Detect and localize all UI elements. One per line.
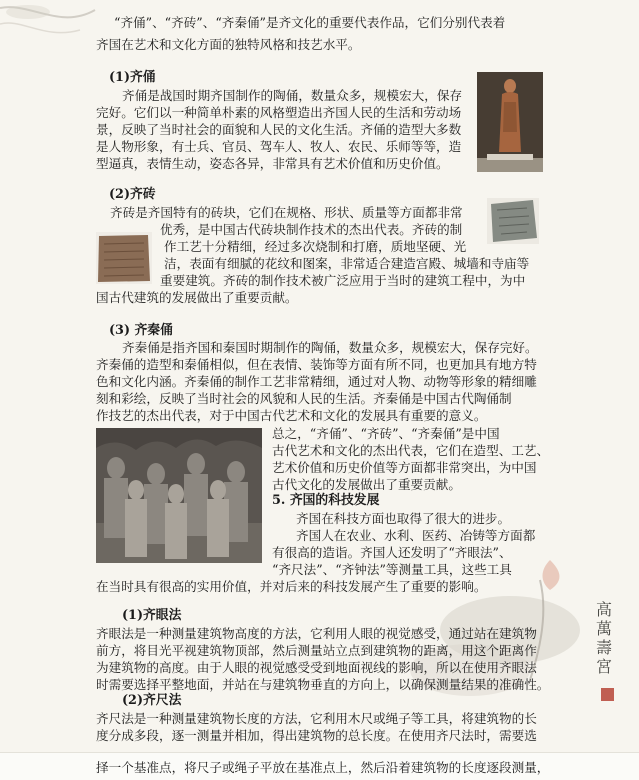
pottery-figurine-photo — [477, 72, 543, 172]
paragraph-line: 完好。它们以一种简单朴素的风格塑造出齐国人民的生活和劳动场 — [96, 105, 462, 120]
paragraph-line: 重要建筑。齐砖的制作技术被广泛应用于当时的建筑工程中，为中 — [160, 273, 526, 288]
section-heading-qiyong: (1)齐俑 — [109, 70, 156, 85]
section-heading-tech: 5. 齐国的科技发展 — [272, 493, 380, 508]
paragraph-line: 作工艺十分精细，经过多次烧制和打磨，质地坚硬、光 — [164, 239, 467, 254]
paragraph-line: 有很高的造诣。齐国人还发明了“齐眼法”、 — [272, 545, 512, 560]
paragraph-line: 齐砖是齐国特有的砖块，它们在规格、形状、质量等方面都非常 — [110, 205, 463, 220]
page-bottom-strip — [0, 752, 639, 780]
terracotta-army-photo — [96, 428, 262, 563]
paragraph-line: 洁，表面有细腻的花纹和图案，非常适合建造宫殿、城墙和寺庙等 — [164, 256, 530, 271]
intro-line-2: 齐国在艺术和文化方面的独特风格和技艺水平。 — [96, 37, 361, 52]
paragraph-line: 型逼真，表情生动，姿态各异，非常具有艺术价值和历史价值。 — [96, 156, 449, 171]
seal-stamp — [601, 688, 614, 701]
paragraph-line: “齐尺法”、“齐钟法”等测量工具，这些工具 — [272, 562, 512, 577]
summary-line: 总之，“齐俑”、“齐砖”、“齐秦俑”是中国 — [272, 426, 500, 441]
section-heading-ruler-method: (2)齐尺法 — [122, 693, 182, 708]
paragraph-line: 择一个基准点，将尺子或绳子平放在基准点上，然后沿着建筑物的长度逐段测量， — [96, 760, 550, 775]
paragraph-line: 齐国人在农业、水利、医药、冶铸等方面都 — [296, 528, 536, 543]
brick-photo-small — [487, 198, 539, 244]
paragraph-line: 齐俑是战国时期齐国制作的陶俑，数量众多，规模宏大，保存 — [122, 88, 463, 103]
paragraph-line: 齐眼法是一种测量建筑物高度的方法，它利用人眼的视觉感受，通过站在建筑物 — [96, 626, 537, 641]
paragraph-line: 在当时具有很高的实用价值，并对后来的科技发展产生了重要的影响。 — [96, 579, 487, 594]
paragraph-line: 优秀，是中国古代砖块制作技术的杰出代表。齐砖的制 — [160, 222, 463, 237]
paragraph-line: 景，反映了当时社会的面貌和人民的文化生活。齐俑的造型大多数 — [96, 122, 462, 137]
paragraph-line: 色和文化内涵。齐秦俑的制作工艺非常精细，通过对人物、动物等形象的精细雕 — [96, 374, 537, 389]
section-heading-eye-method: (1)齐眼法 — [122, 608, 182, 623]
paragraph-line: 齐秦俑的造型和秦俑相似，但在表情、装饰等方面有所不同，也更加具有地方特 — [96, 357, 537, 372]
paragraph-line: 前方，将目光平视建筑物顶部，然后测量站立点到建筑物的距离，用这个距离作 — [96, 643, 537, 658]
section-heading-qiqinyong: (3) 齐秦俑 — [109, 323, 173, 338]
paragraph-line: 齐国在科技方面也取得了很大的进步。 — [296, 511, 511, 526]
brick-photo-large — [96, 232, 152, 284]
paragraph-line: 时需要选择平整地面，并站在与建筑物垂直的方向上，以确保测量结果的准确性。 — [96, 677, 550, 692]
summary-line: 古代艺术和文化的杰出代表，它们在造型、工艺、 — [272, 443, 550, 458]
paragraph-line: 齐尺法是一种测量建筑物长度的方法，它利用木尺或绳子等工具，将建筑物的长 — [96, 711, 537, 726]
section-heading-qizhuan: (2)齐砖 — [109, 187, 156, 202]
intro-line-1: “齐俑”、“齐砖”、“齐秦俑”是齐文化的重要代表作品，它们分别代表着 — [114, 15, 506, 30]
paragraph-line: 作技艺的杰出代表，对于中国古代艺术和文化的发展具有重要的意义。 — [96, 408, 487, 423]
calligraphy-inscription: 高萬壽宮 — [596, 600, 613, 676]
summary-line: 艺术价值和历史价值等方面都非常突出，为中国 — [272, 460, 537, 475]
summary-line: 古代文化的发展做出了重要贡献。 — [272, 477, 461, 492]
paragraph-line: 齐秦俑是指齐国和秦国时期制作的陶俑，数量众多，规模宏大，保存完好。 — [122, 340, 538, 355]
paragraph-line: 为建筑物的高度。由于人眼的视觉感受受到地面视线的影响，所以在使用齐眼法 — [96, 660, 537, 675]
paragraph-line: 是人物形象，有士兵、官员、驾车人、牧人、农民、乐师等等，造 — [96, 139, 462, 154]
paragraph-line: 度分成多段，逐一测量并相加，得出建筑物的总长度。在使用齐尺法时，需要选 — [96, 728, 537, 743]
paragraph-line: 刻和彩绘，反映了当时社会的风貌和人民的生活。齐秦俑是中国古代陶俑制 — [96, 391, 512, 406]
paragraph-line: 国古代建筑的发展做出了重要贡献。 — [96, 290, 298, 305]
